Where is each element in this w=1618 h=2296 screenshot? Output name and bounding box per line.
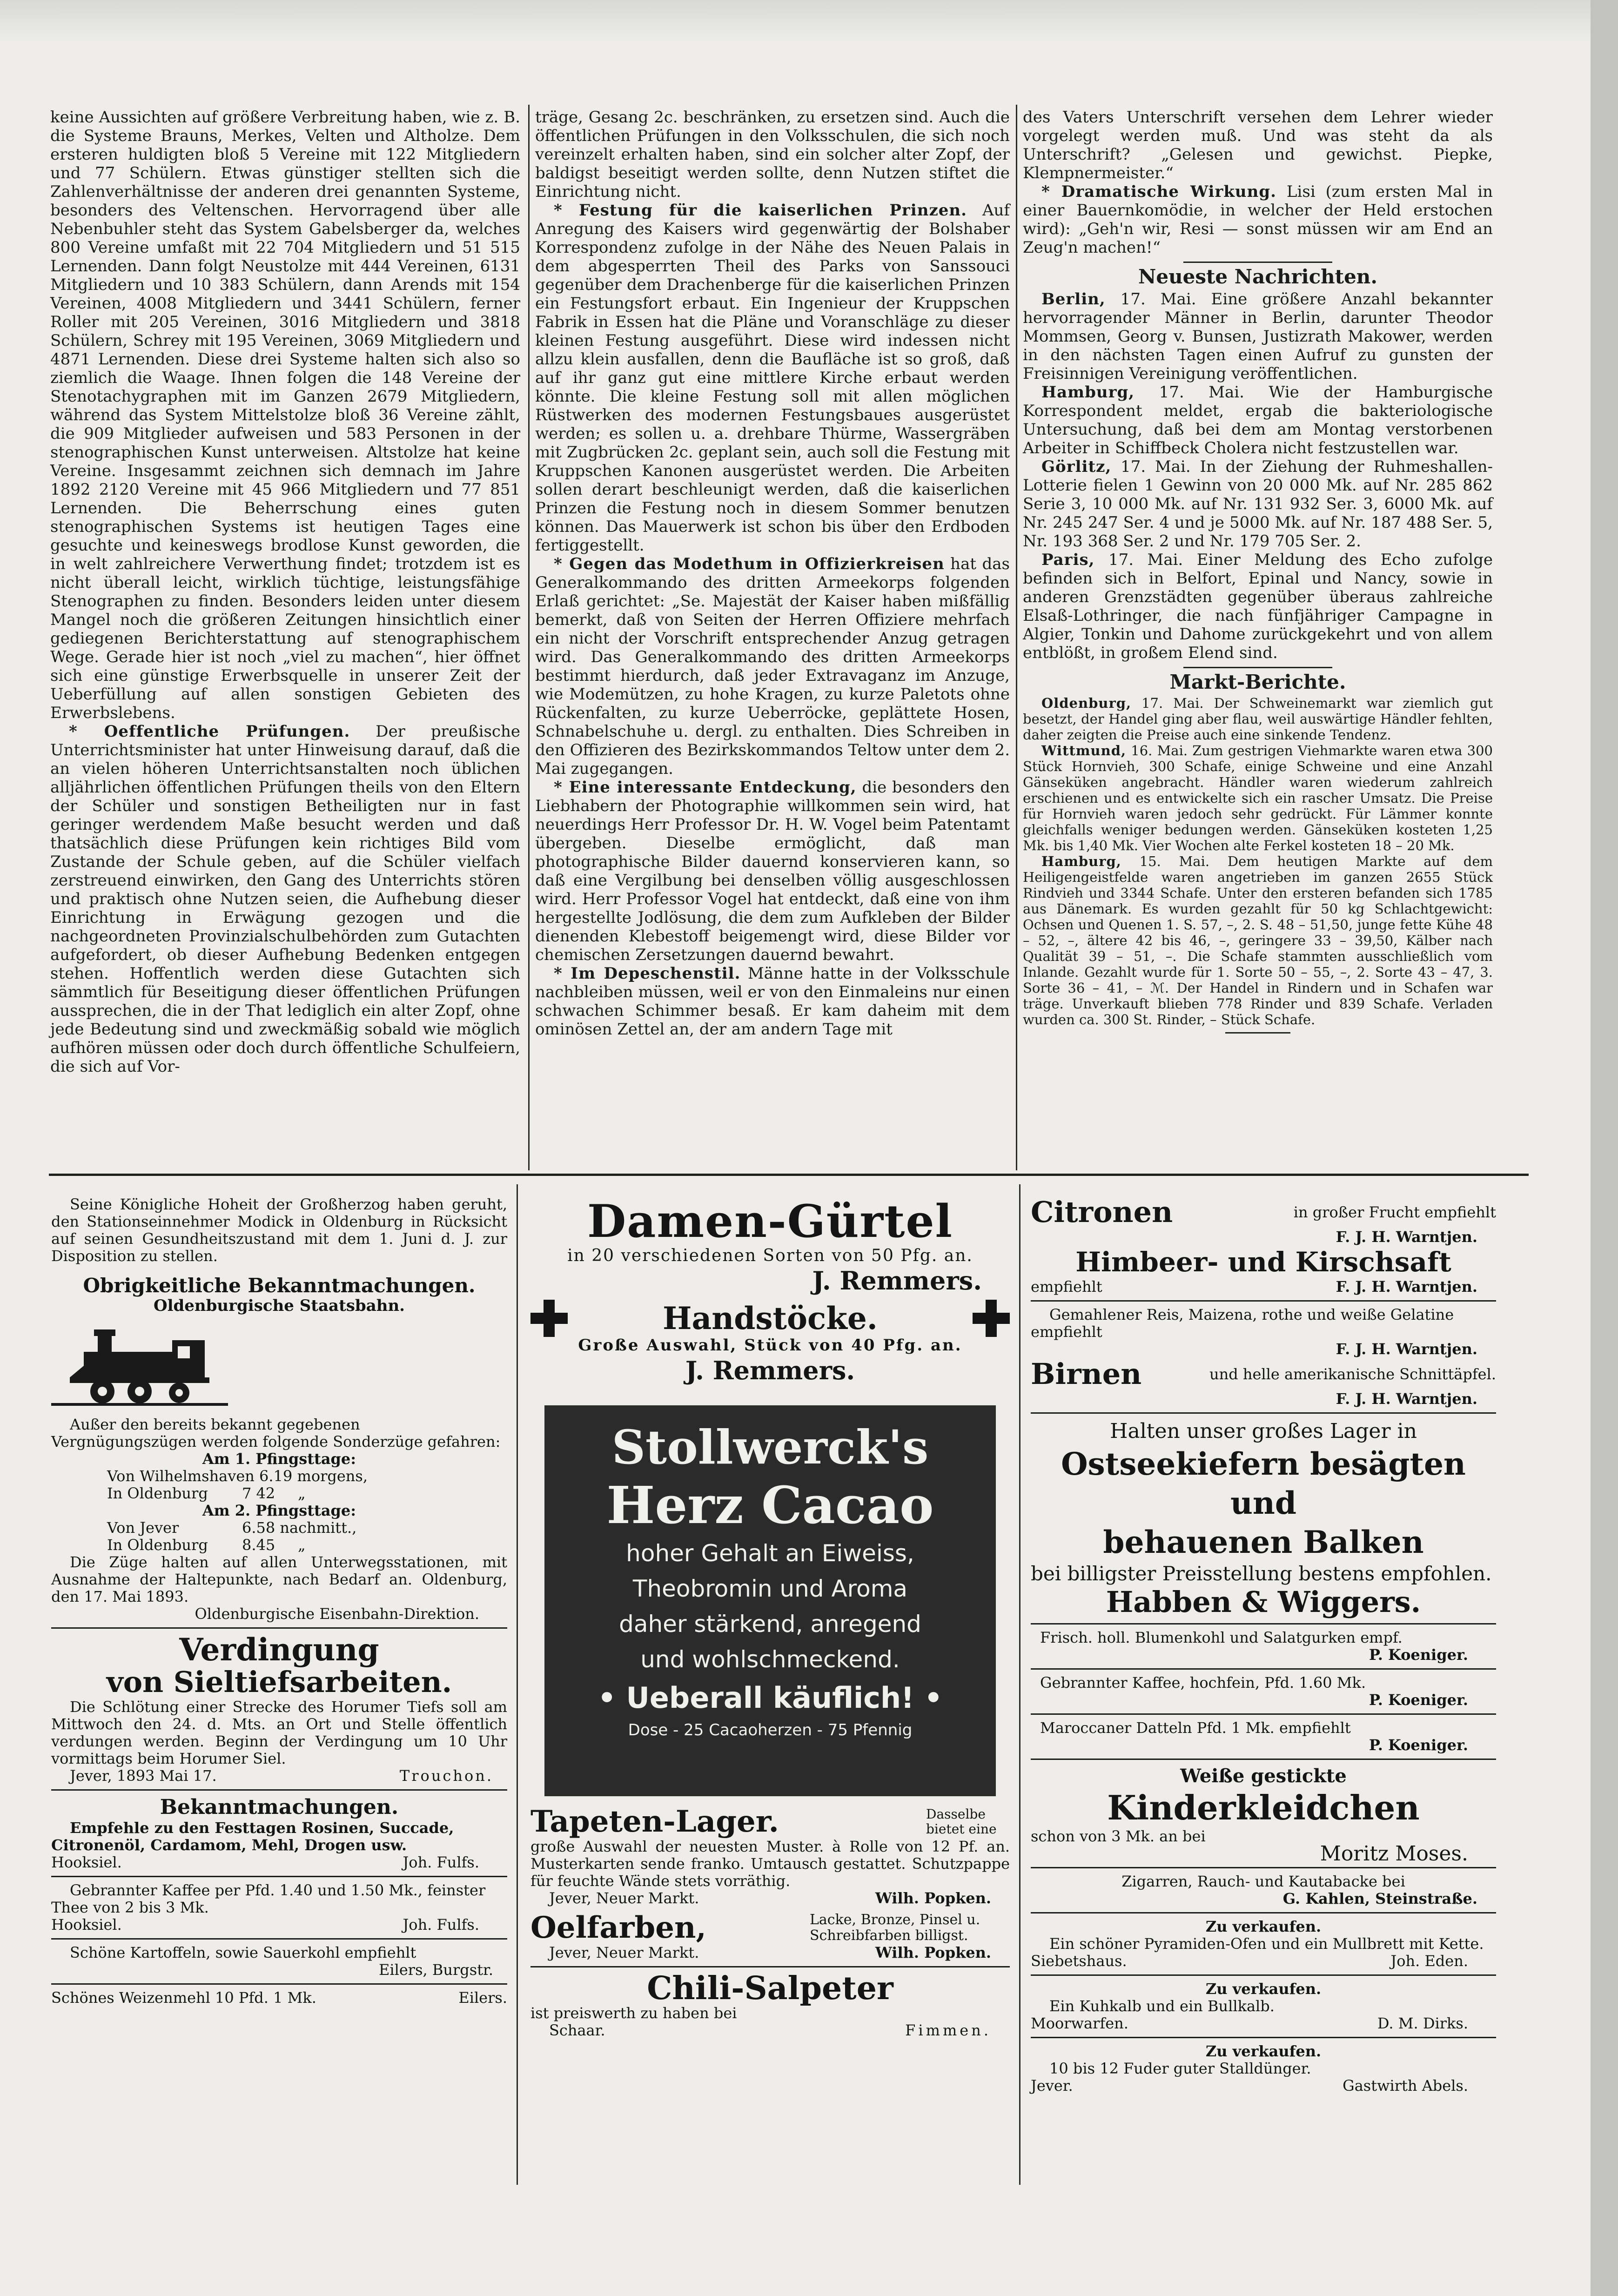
signature: Fimmen. <box>905 2021 991 2039</box>
zu-verkaufen-title: Zu verkaufen. <box>1205 1918 1322 1935</box>
market-wittmund <box>1023 743 1493 853</box>
ad-text: empfiehlt <box>1031 1278 1102 1296</box>
birnen-ad <box>1031 1358 1496 1390</box>
article-body: Auf Anregung des Kaisers wird gegenwärtig der Bolshaber Korrespondenz zufolge in der Nähe des Neuen Palais in dem abgesperrten Theil des Parks von Sanssouci gegenüber dem Drachenberge für die kaiserlichen Prinzen ein Festungsfort erbaut. Ein Ingenieur der Kruppschen Fabrik in Essen hat die Pläne und Voranschläge zu dieser kleinen Festung ausgeführt. Diese wird indessen nicht allzu klein ausfallen, denn die Baufläche ist so groß, daß auf ihr ganz gut eine mittlere Kirche erbaut werden könnte. Die kleine Festung soll mit allen möglichen Rüstwerken des modernen Festungsbaues ausgerüstet werden; es sollen u. a. drehbare Thürme, Wassergräben mit Zugbrücken 2c. geplant sein, auch soll die Festung mit Kruppschen Kanonen ausgerüstet werden. Die Arbeiten sollen derart beschleunigt werden, daß die kaiserlichen Prinzen die Festung noch in diesem Sommer benutzen können. Das Mauerwerk ist schon bis über den Erdboden fertiggestellt. <box>535 201 1010 555</box>
ostsee-title: Ostseekiefern besägten und <box>1061 1446 1466 1521</box>
cross-icon <box>530 1300 568 1337</box>
ad-separator <box>51 1938 507 1940</box>
train-station: Von Jever <box>107 1519 179 1537</box>
train-day-1: Am 1. Pfingsttage: <box>202 1450 356 1468</box>
place: Schaar. <box>549 2021 605 2039</box>
remmers-signature: J. Remmers. <box>812 1266 982 1296</box>
train-day-2: Am 2. Pfingsttage: <box>202 1502 356 1519</box>
news-body: 17. Mai. Einer Meldung des Echo zufolge befinden sich in Belfort, Epinal und Nancy, sowie in anderen Grenzstädten gegenüber überaus zahlreiche Elsaß-Lothringer, die nach fünfjähriger Campagne in Algier, Tonkin und Dahome zurückgekehrt und von allem entblößt, in großem Elend sind. <box>1023 551 1493 662</box>
verkaufen-text: 10 bis 12 Fuder guter Stalldünger. <box>1049 2060 1311 2077</box>
ad-separator <box>530 1966 1010 1967</box>
locomotive-icon <box>51 1319 228 1408</box>
news-berlin <box>1023 290 1493 383</box>
news-body: 17. Mai. In der Ziehung der Ruhmeshallen-Lotterie fielen 1 Gewinn von 20 000 Mk. auf Nr. 285 862 Serie 3, 10 000 Mk. auf Nr. 131 932 Ser. 3, 6000 Mk. auf Nr. 245 247 Ser. 4 und je 5000 Mk. auf Nr. 187 488 Ser. 5, Nr. 193 368 Ser. 2 und Nr. 179 705 Ser. 2. <box>1023 457 1493 551</box>
place: Jever, Neuer Markt. <box>549 1889 699 1907</box>
ad-separator <box>51 1627 507 1629</box>
signature: Joh. Fulfs. <box>403 1853 479 1871</box>
article-headline: * Festung für die kaiserlichen Prinzen. <box>554 201 967 220</box>
citronen-title: Citronen <box>1031 1195 1173 1229</box>
market-reports <box>1023 695 1493 1027</box>
ad-separator <box>51 1789 507 1791</box>
signature: Wilh. Popken. <box>875 1889 991 1907</box>
train-intro: Außer den bereits bekannt gegebenen Vergnügungszügen werden folgende Sonderzüge gefahren: <box>51 1416 501 1450</box>
signature: P. Koeniger. <box>1369 1691 1468 1709</box>
ad-separator <box>1031 1713 1496 1715</box>
market-oldenburg <box>1023 695 1493 743</box>
ad-text: Schönes Weizenmehl 10 Pfd. 1 Mk. <box>51 1989 316 2007</box>
ostsee-text: bei billigster Preisstellung bestens empfohlen. <box>1031 1562 1492 1585</box>
market-body: 15. Mai. Dem heutigen Markte auf dem Heiligengeistfelde waren angetrieben im ganzen 2655 Stück Rindvieh und 3344 Schafe. Unter den ersteren befanden sich 1785 aus Dänemark. Es wurden gezahlt für 50 kg Schlachtgewicht: Ochsen und Quenen 1. S. 57, –, 2. S. 48 – 51,50, junge fette Kühe 48 – 52, –, ältere 42 bis 46, –, geringere 33 – 39,50, Kälber nach Qualität 39 – 51, –. Die Schafe stammten ausschließlich vom Inlande. Gezahlt wurde für 1. Sorte 50 – 55, –, 2. Sorte 43 – 47, 3. Sorte 36 – 41, – ℳ. Der Handel in Rindern und in Schafen war träge. Unverkauft blieben 778 Rinder und 839 Schafe. Verladen wurden ca. 300 St. Rinder, – Stück Schafe. <box>1023 853 1493 1027</box>
news-dateline: Görlitz, <box>1041 457 1112 476</box>
verkaufen-text: Ein schöner Pyramiden-Ofen und ein Mullbrett mit Kette. <box>1049 1935 1484 1953</box>
market-body: 17. Mai. Der Schweinemarkt war ziemlich gut besetzt, der Handel ging aber flau, weil auswärtige Händler fehlten, daher zeigten die Preise auch eine sinkende Tendenz. <box>1023 695 1493 743</box>
place: Moorwarfen. <box>1031 2014 1128 2032</box>
remmers-signature: J. Remmers. <box>685 1356 855 1385</box>
ad-separator <box>1031 1623 1496 1625</box>
ad-footer <box>530 1890 1010 1907</box>
article-body: Lisi (zum ersten Mal in einer Bauernkomödie, in welcher der Held erstochen wird): „Geh'n wir, Resi — sonst müssen wir am End an Zeug'n machen!“ <box>1023 182 1493 257</box>
article-festung <box>535 201 1010 555</box>
signature: Wilh. Popken. <box>875 1944 991 1961</box>
train-row <box>51 1519 507 1537</box>
ad-footer <box>51 1854 507 1871</box>
bekanntmachungen-title: Bekanntmachungen. <box>160 1795 399 1819</box>
page-right-edge <box>1591 0 1618 2296</box>
section-divider <box>49 1174 1529 1176</box>
stenography-article: keine Aussichten auf größere Verbreitung haben, wie z. B. die Systeme Brauns, Merkes, Velten und Altholze. Dem ersteren huldigten bloß 5 Vereine mit 122 Mitgliedern und 77 Schülern. Etwas günstiger stellten sich die Zahlenverhältnisse der anderen drei genannten Systeme, besonders des Veltenschen. Hervorragend über alle Nebenbuhler steht das System Gabelsberger da, welches 800 Vereine umfaßt mit 22 704 Mitgliedern und 51 515 Lernenden. Dann folgt Neustolze mit 444 Vereinen, 6131 Mitgliedern und 10 383 Schülern, dann Arends mit 154 Vereinen, 4008 Mitgliedern und 3441 Schülern, ferner Roller mit 205 Vereinen, 3016 Mitgliedern und 3818 Schülern, Schrey mit 195 Vereinen, 3069 Mitgliedern und 4871 Lernenden. Diese drei Systeme halten sich also so ziemlich die Waage. Ihnen folgen die 148 Vereine der Stenotachygraphen mit im Ganzen 2679 Mitgliedern, während das System Mittelstolze bloß 36 Vereine zählt, die 909 Mitglieder aufweisen und 583 Personen in der stenographischen Kunst unterweisen. Altstolze hat keine Vereine. Insgesammt zeichnen sich demnach im Jahre 1892 2120 Vereine mit 45 966 Mitgliedern und 77 851 Lernenden. Die Beherrschung eines guten stenographischen Systems ist heutigen Tages eine gesuchte und keineswegs brodlose Kunst geworden, die in welt zahlreichere Verwerthung findet; trotzdem ist es nicht überall leicht, wirklich tüchtige, leistungsfähige Stenographen zu finden. Besonders leiden unter diesem Mangel noch die größeren Zeitungen hinsichtlich einer gediegenen Berichterstattung auf stenographischem Wege. Gerade hier ist noch „viel zu machen“, hier öffnet sich eine günstige Erwerbsquelle in unserer Zeit der Ueberfüllung auf allen sonstigen Gebieten des Erwerbslebens. <box>50 108 520 722</box>
koeniger-ad-2: Gebrannter Kaffee, hochfein, Pfd. 1.60 Mk. <box>1040 1674 1366 1692</box>
signature: G. Kahlen, Steinstraße. <box>1282 1890 1477 1907</box>
rule <box>1225 1032 1290 1034</box>
official-notice: Seine Königliche Hoheit der Großherzog haben geruht, den Stationseinnehmer Modick in Oldenburg in Rücksicht auf seinen Gesundheitszustand mit dem 1. Juni d. J. zur Disposition zu stellen. <box>51 1195 507 1265</box>
article-body: die besonders den Liebhabern der Photographie willkommen sein wird, hat neuerdings Herr Professor Dr. H. W. Vogel beim Patentamt übergeben. Dieselbe ermöglicht, daß man photographische Bilder dauernd konservieren kann, so daß eine Vergilbung bei denselben völlig ausgeschlossen wird. Herr Professor Vogel hat entdeckt, daß eine von ihm hergestellte Jodlösung, die dem zum Aufkleben der Bilder dienenden Klebestoff beigemengt wird, diese Bilder vor chemischen Zersetzungen dauernd bewahrt. <box>535 778 1010 964</box>
ad-separator <box>1031 1300 1496 1302</box>
verdingung-title: Verdingung <box>179 1631 379 1668</box>
ad-separator <box>1031 1912 1496 1913</box>
cacao-brand: Stollwerck's <box>611 1420 929 1475</box>
verdingung-subtitle: von Sieltiefsarbeiten. <box>106 1665 452 1699</box>
article-dramatische-wirkung <box>1023 182 1493 257</box>
ad-footer <box>1031 1953 1496 1970</box>
rule <box>1183 667 1332 668</box>
article-entdeckung <box>535 778 1010 964</box>
chili-text: ist preiswerth zu haben bei <box>530 2004 737 2022</box>
ad-column-rule-1 <box>517 1184 518 2185</box>
ad-column-middle <box>530 1196 1010 2039</box>
zigarren-ad: Zigarren, Rauch- und Kautabacke bei <box>1121 1873 1405 1890</box>
signature: Eilers, Burgstr. <box>379 1961 493 1979</box>
article-headline: * Oeffentliche Prüfungen. <box>69 722 350 741</box>
article-continuation: träge, Gesang 2c. beschränken, zu ersetzen sind. Auch die öffentlichen Prüfungen in den Volksschulen, die sich noch vereinzelt erhalten haben, sind ein solcher alter Zopf, der baldigst beseitigt werden sollte, denn Nutzen stiftet die Einrichtung nicht. <box>535 108 1010 201</box>
article-body: Der preußische Unterrichtsminister hat unter Hinweisung darauf, daß die an vielen höheren Unterrichtsanstalten noch üblichen alljährlichen öffentlichen Prüfungen theils von den Eltern der Schüler und sonstigen Betheiligten nur in fast geringer werdendem Maße besucht werden und daß thatsächlich diese Prüfungen kein richtiges Bild vom Zustande der Schule geben, auf die Schüler vielfach zerstreuend einwirken, den Gang des Unterrichts stören und praktisch ohne Nutzen seien, die Aufhebung dieser Einrichtung in Erwägung gezogen und die nachgeordneten Provinzialschulbehörden zum Gutachten aufgefordert, ob dieser Aufhebung Bedenken entgegen stehen. Hoffentlich werden diese Gutachten sich sämmtlich für Beseitigung dieser öffentlichen Prüfungen aussprechen, die in der That lediglich ein alter Zopf, ohne jede Bedeutung sind und zweckmäßig sobald wie möglich aufhören müssen oder doch durch öffentliche Schulfeiern, die sich auf Vor- <box>50 722 520 1076</box>
damen-guertel-text: in 20 verschiedenen Sorten von 50 Pfg. an. <box>567 1246 973 1265</box>
ad-separator <box>1031 1668 1496 1670</box>
handstoecke-text: Große Auswahl, Stück von 40 Pfg. an. <box>578 1336 962 1355</box>
citronen-ad <box>1031 1196 1496 1229</box>
cacao-line: Theobromin und Aroma <box>632 1575 908 1602</box>
tapeten-title: Tapeten-Lager. <box>530 1804 779 1839</box>
cacao-line: daher stärkend, anregend <box>619 1611 921 1638</box>
cross-icon <box>973 1300 1010 1337</box>
ad-footer <box>530 2022 1010 2039</box>
train-time: 7 42 <box>242 1484 275 1502</box>
ad-separator <box>1031 2037 1496 2038</box>
ad-eilers-1: Schöne Kartoffeln, sowie Sauerkohl empfiehlt <box>70 1944 416 1961</box>
news-paris <box>1023 551 1493 662</box>
news-body: 17. Mai. Wie der Hamburgische Korrespondent meldet, ergab die bakteriologische Untersuchung, daß bei dem am Montag verstorbenen Arbeiter in Schiffbeck Cholera nicht festzustellen war. <box>1023 383 1493 457</box>
article-headline: * Dramatische Wirkung. <box>1041 182 1276 201</box>
ad-footer <box>1031 1278 1496 1296</box>
signature: F. J. H. Warntjen. <box>1336 1340 1477 1358</box>
train-time: Von Wilhelmshaven 6.19 morgens, <box>107 1467 368 1485</box>
signature: F. J. H. Warntjen. <box>1336 1390 1477 1408</box>
kinder-intro: Weiße gestickte <box>1180 1765 1347 1787</box>
signature: D. M. Dirks. <box>1377 2014 1468 2032</box>
train-time: 8.45 <box>242 1536 275 1554</box>
ad-separator <box>1031 1867 1496 1868</box>
article-depeschenstil <box>535 964 1010 1039</box>
train-signature: Oldenburgische Eisenbahn-Direktion. <box>195 1605 479 1623</box>
cacao-price: Dose - 25 Cacaoherzen - 75 Pfennig <box>628 1721 913 1739</box>
rule <box>1183 262 1332 263</box>
news-dateline: Berlin, <box>1041 290 1106 309</box>
ad-separator <box>1031 1974 1496 1976</box>
ditto-mark: „ <box>298 1484 306 1502</box>
ad-column-rule-2 <box>1019 1184 1020 2185</box>
stollwerck-cacao-ad <box>544 1405 996 1796</box>
signature: Eilers. <box>458 1989 507 2007</box>
damen-guertel-title: Damen-Gürtel <box>587 1195 953 1248</box>
train-row <box>51 1468 507 1485</box>
handstoecke-title: Handstöcke. <box>663 1300 878 1336</box>
reis-ad: Gemahlener Reis, Maizena, rothe und weiße Gelatine empfiehlt <box>1031 1306 1454 1341</box>
kinderkleidchen-title: Kinderkleidchen <box>1107 1788 1420 1827</box>
ostsee-intro: Halten unser großes Lager in <box>1110 1419 1417 1443</box>
himbeer-title: Himbeer- und Kirschsaft <box>1075 1246 1451 1278</box>
handstoecke-header <box>530 1300 1010 1337</box>
article-headline: * Eine interessante Entdeckung, <box>554 778 857 797</box>
zu-verkaufen-title: Zu verkaufen. <box>1205 1980 1322 1998</box>
cacao-line: und wohlschmeckend. <box>640 1646 900 1673</box>
ad-text: und helle amerikanische Schnittäpfel. <box>1209 1365 1496 1383</box>
ad-footer <box>530 1944 1010 1961</box>
moses-signature: Moritz Moses. <box>1320 1842 1468 1866</box>
chili-title: Chili-Salpeter <box>647 1970 893 2007</box>
ad-footer <box>51 1916 507 1933</box>
ad-text: in großer Frucht empfiehlt <box>1293 1203 1496 1221</box>
train-note: Die Züge halten auf allen Unterwegsstationen, mit Ausnahme der Haltepunkte, nach Bedarf an. Oldenburg, den 17. Mai 1893. <box>51 1553 507 1605</box>
verdingung-text: Die Schlötung einer Strecke des Horumer Tiefs soll am Mittwoch den 24. d. Mts. an Ort und Stelle öffentlich verdungen werden. Beginn der Verdingung um 10 Uhr vormittags beim Horumer Siel. <box>51 1698 507 1767</box>
article-column-1 <box>50 108 520 1076</box>
news-section-title: Neueste Nachrichten. <box>1138 265 1377 288</box>
verdingung-footer <box>51 1767 507 1785</box>
column-rule-2 <box>1016 105 1017 1170</box>
train-row <box>51 1537 507 1554</box>
place: Hooksiel. <box>51 1853 122 1871</box>
ad-separator <box>51 1983 507 1985</box>
article-body: hat das Generalkommando des dritten Armeekorps folgenden Erlaß gerichtet: „Se. Majestät der Kaiser haben mißfällig bemerkt, daß von Seiten der Herren Offiziere mehrfach ein nicht der Vorschrift entsprechender Anzug getragen wird. Das Generalkommando des dritten Armeekorps bestimmt hierdurch, daß jeder Extravaganz im Anzuge, wie Modemützen, zu hohe Kragen, zu kurze Paletots ohne Rückenfalten, zu kurze Ueberröcke, geplättete Hosen, Schnabelschuhe u. dergl. zu enthalten. Dies Schreiben in den Offizieren des Bezirkskommandos Teltow unter dem 2. Mai zugegangen. <box>535 555 1010 778</box>
ostsee-title: behauenen Balken <box>1103 1524 1424 1560</box>
ad-separator <box>51 1876 507 1877</box>
article-body: Männe hatte in der Volksschule nachbleiben müssen, weil er von den Einmaleins nur einen schwachen Schimmer besaß. Er kam daheim mit dem ominösen Zettel an, der am andern Tage mit <box>535 964 1010 1039</box>
zu-verkaufen-title: Zu verkaufen. <box>1205 2042 1322 2060</box>
place: Siebetshaus. <box>1031 1952 1127 1970</box>
birnen-title: Birnen <box>1031 1357 1142 1391</box>
article-continuation: des Vaters Unterschrift versehen dem Lehrer wieder vorgelegt werden muß. Und was steht da als Unterschrift? „Gelesen und gewichst. Piepke, Klempnermeister.“ <box>1023 108 1493 182</box>
market-dateline: Wittmund, <box>1041 743 1127 759</box>
news-body: 17. Mai. Eine größere Anzahl bekannter hervorragender Männer in Berlin, darunter Theodor Mommsen, Georg v. Bunsen, Justizrath Makower, werden in den nächsten Tagen einen Aufruf zu gunsten der Freisinnigen Vereinigung veröffentlichen. <box>1023 290 1493 383</box>
ad-column-left <box>51 1196 507 2007</box>
oelfarben-title: Oelfarben, <box>530 1910 706 1945</box>
cacao-product: Herz Cacao <box>606 1475 934 1535</box>
page-top-edge <box>0 0 1618 42</box>
obrigkeit-title: Obrigkeitliche Bekanntmachungen. <box>83 1274 476 1297</box>
market-hamburg <box>1023 853 1493 1027</box>
place: Hooksiel. <box>51 1916 122 1933</box>
oelfarben-side: Lacke, Bronze, Pinsel u. Schreibfarben billigst. <box>810 1912 980 1944</box>
train-row <box>51 1485 507 1502</box>
tapeten-side: Dasselbe bietet eine <box>926 1806 997 1837</box>
ad-column-right <box>1031 1196 1496 2095</box>
ad-separator <box>1031 1759 1496 1760</box>
article-column-3 <box>1023 108 1493 1038</box>
signature: Joh. Eden. <box>1390 1952 1468 1970</box>
news-dateline: Paris, <box>1041 551 1095 569</box>
ad-eilers-2 <box>51 1989 507 2007</box>
koeniger-ad-3: Maroccaner Datteln Pfd. 1 Mk. empfiehlt <box>1040 1719 1351 1737</box>
cacao-slogan: • Ueberall käuflich! • <box>598 1681 943 1715</box>
staatsbahn-title: Oldenburgische Staatsbahn. <box>153 1296 405 1315</box>
signature: Trouchon. <box>399 1767 493 1785</box>
column-rule-1 <box>528 105 530 1170</box>
kinder-text: schon von 3 Mk. an bei <box>1031 1827 1206 1845</box>
ad-separator <box>1031 1412 1496 1414</box>
signature: F. J. H. Warntjen. <box>1336 1278 1477 1296</box>
news-dateline: Hamburg, <box>1041 383 1135 402</box>
ad-footer <box>1031 2015 1496 2032</box>
train-station: In Oldenburg <box>107 1484 208 1502</box>
verkaufen-text: Ein Kuhkalb und ein Bullkalb. <box>1049 1997 1275 2015</box>
market-dateline: Oldenburg, <box>1041 695 1132 711</box>
signature: Gastwirth Abels. <box>1343 2077 1468 2095</box>
tapeten-header <box>530 1806 1010 1838</box>
cacao-line: hoher Gehalt an Eiweiss, <box>626 1540 914 1567</box>
market-section-title: Markt-Berichte. <box>1169 671 1346 693</box>
place: Jever. <box>1031 2077 1073 2095</box>
ad-fulfs-1: Empfehle zu den Festtagen Rosinen, Succade, Citronenöl, Cardamom, Mehl, Drogen usw. <box>51 1819 454 1854</box>
place: Jever, Neuer Markt. <box>549 1944 699 1961</box>
article-column-2 <box>535 108 1010 1039</box>
news-goerlitz <box>1023 457 1493 551</box>
news-hamburg <box>1023 383 1493 457</box>
ad-footer <box>1031 2077 1496 2095</box>
article-headline: * Gegen das Modethum in Offizierkreisen <box>554 555 945 573</box>
ditto-mark: „ <box>298 1536 306 1554</box>
signature: P. Koeniger. <box>1369 1736 1468 1754</box>
train-station: In Oldenburg <box>107 1536 208 1554</box>
habben-wiggers-signature: Habben & Wiggers. <box>1106 1585 1421 1619</box>
article-modethum <box>535 555 1010 778</box>
signature: P. Koeniger. <box>1369 1646 1468 1664</box>
tapeten-text: große Auswahl der neuesten Muster. à Rolle von 12 Pf. an. Musterkarten sende franko. Umtausch gestattet. Schutzpappe für feuchte Wände stets vorräthig. <box>530 1838 1010 1890</box>
signature: F. J. H. Warntjen. <box>1336 1228 1477 1246</box>
article-headline: * Im Depeschenstil. <box>554 964 741 983</box>
signature: Joh. Fulfs. <box>403 1916 479 1933</box>
place-date: Jever, 1893 Mai 17. <box>70 1767 217 1785</box>
train-time: 6.58 nachmitt., <box>242 1519 357 1537</box>
market-body: 16. Mai. Zum gestrigen Viehmarkte waren etwa 300 Stück Hornvieh, 300 Schafe, einige Schweine und eine Anzahl Gänseküken angebracht. Händler waren wiederum zahlreich erschienen und es entwickelte sich ein rascher Umsatz. Die Preise für Hornvieh waren jedoch sehr gedrückt. Für Lämmer konnte gleichfalls weniger bedungen werden. Gänseküken kosteten 1,25 Mk. bis 1,40 Mk. Vier Wochen alte Ferkel kosteten 18 – 20 Mk. <box>1023 743 1493 853</box>
ad-fulfs-2: Gebrannter Kaffee per Pfd. 1.40 und 1.50 Mk., feinster Thee von 2 bis 3 Mk. <box>51 1881 486 1916</box>
oelfarben-header <box>530 1912 1010 1944</box>
market-dateline: Hamburg, <box>1041 853 1121 869</box>
article-oeffentliche-pruefungen <box>50 722 520 1076</box>
koeniger-ad-1: Frisch. holl. Blumenkohl und Salatgurken empf. <box>1040 1629 1403 1646</box>
